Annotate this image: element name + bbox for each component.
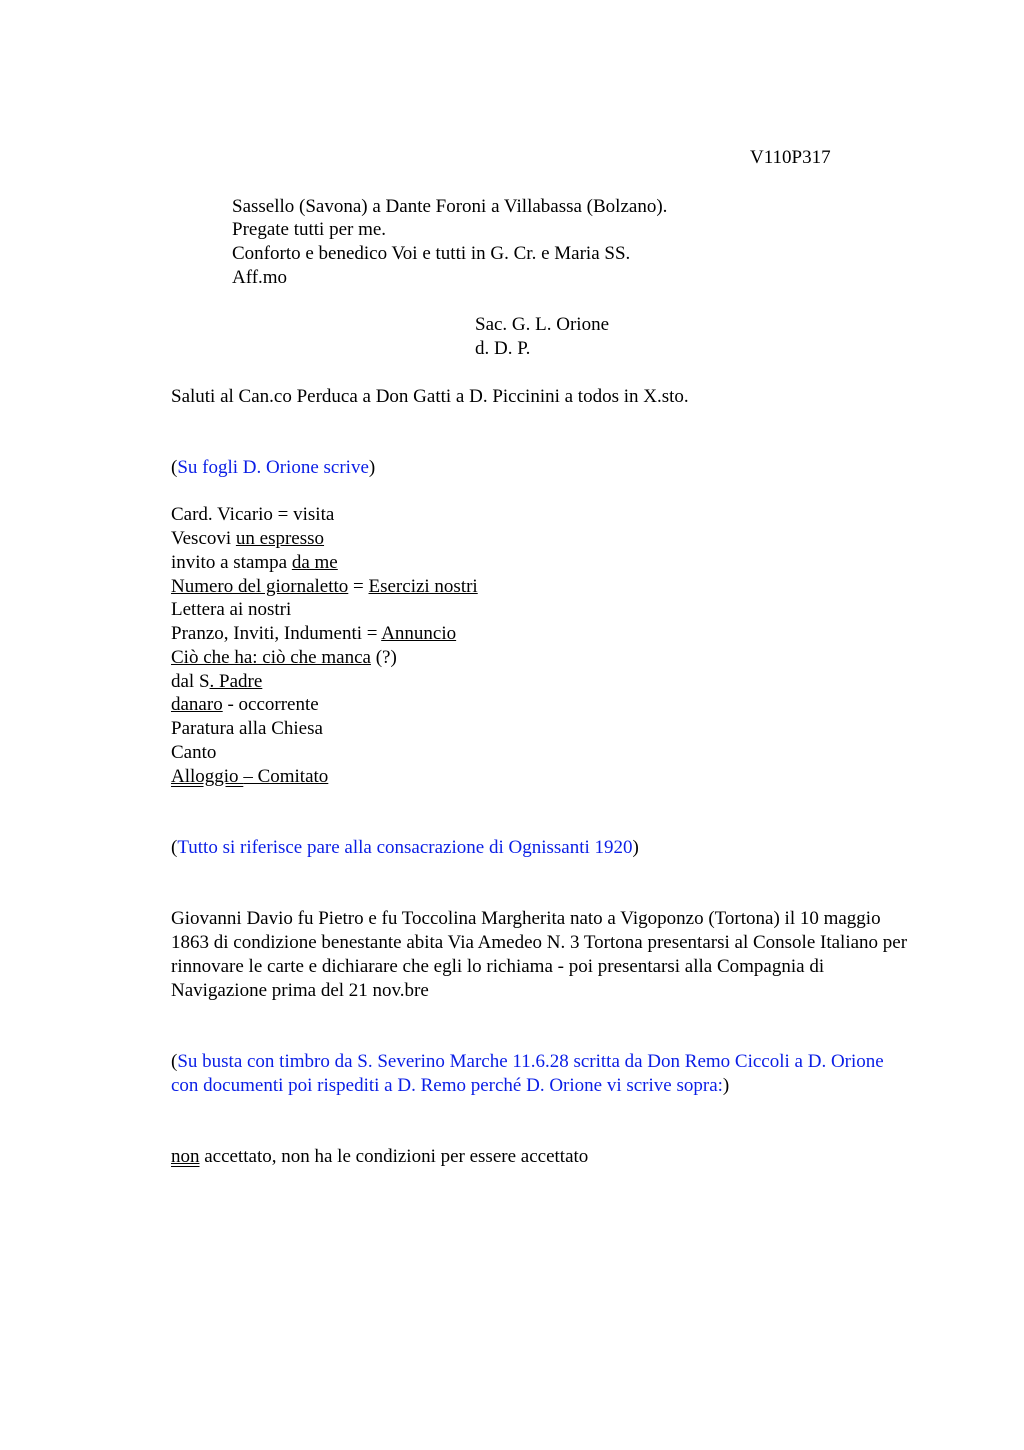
note-text: Su busta con timbro da S. Severino Marche 11.6.28 scritta da Don Remo Ciccoli a D. Orione con documenti poi rispediti a D. Remo perché D. Orione vi scrive sopra:: [171, 1051, 884, 1096]
letter-line: Aff.mo: [232, 267, 288, 288]
list-item-underlined: Numero del giornaletto: [171, 576, 349, 597]
list-item-text: (?): [370, 647, 397, 668]
list-item-underlined: . Padre: [209, 671, 263, 692]
note-paren: (: [171, 837, 178, 858]
paragraph: Giovanni Davio fu Pietro e fu Toccolina Margherita nato a Vigoponzo (Tortona) il 10 maggio 1863 di condizione benestante abita Via Amedeo N. 3 Tortona presentarsi al Console Italiano per rinnovare le carte e dichiarare che egli lo richiama - poi presentarsi alla Compagnia di Navigazione prima del 21 nov.bre: [171, 908, 908, 1001]
list-item: Card. Vicario = visita: [171, 504, 335, 525]
editorial-note: [171, 456, 375, 480]
list-item: [171, 693, 319, 717]
list-item-text: =: [348, 576, 369, 597]
list-item-underlined: Ciò che ha: ciò che manca: [171, 647, 371, 668]
list-item: [171, 765, 328, 789]
list-item-double-underlined: Alloggio: [171, 766, 244, 787]
list-item-underlined: Esercizi nostri: [368, 576, 478, 597]
list-item: [171, 646, 397, 670]
final-note: [171, 1145, 588, 1169]
note-paren: ): [632, 837, 639, 858]
signature-line: Sac. G. L. Orione: [475, 314, 610, 335]
signature-line: d. D. P.: [475, 338, 531, 359]
list-item: [171, 575, 478, 599]
note-paren: (: [171, 1051, 178, 1072]
list-item-underlined: Annuncio: [381, 623, 457, 644]
list-item: [171, 670, 262, 694]
letter-line: Pregate tutti per me.: [232, 219, 387, 240]
letter-line: Conforto e benedico Voi e tutti in G. Cr. e Maria SS.: [232, 243, 631, 264]
list-item: Paratura alla Chiesa: [171, 718, 323, 739]
final-note-emphasis: non: [171, 1146, 200, 1167]
editorial-note: [171, 836, 639, 860]
list-item: [171, 622, 456, 646]
list-item: [171, 527, 324, 551]
list-item-underlined: un espresso: [235, 528, 325, 549]
note-paren: (: [171, 457, 178, 478]
list-item: Canto: [171, 742, 217, 763]
page-id: V110P317: [750, 147, 831, 168]
list-item-underlined: da me: [291, 552, 338, 573]
note-paren: ): [722, 1075, 730, 1096]
note-paren: ): [368, 457, 376, 478]
list-item: Lettera ai nostri: [171, 599, 292, 620]
list-item-underlined: – Comitato: [243, 766, 329, 787]
list-item-text: Pranzo, Inviti, Indumenti =: [171, 623, 382, 644]
list-item-text: dal S: [171, 671, 210, 692]
final-note-text: accettato, non ha le condizioni per essere accettato: [199, 1146, 589, 1167]
list-item-text: - occorrente: [222, 694, 319, 715]
note-text: Tutto si riferisce pare alla consacrazione di Ognissanti 1920: [177, 837, 633, 858]
list-item-underlined: danaro: [171, 694, 223, 715]
list-item-text: Vescovi: [171, 528, 236, 549]
letter-line: Sassello (Savona) a Dante Foroni a Villabassa (Bolzano).: [232, 196, 668, 217]
postscript: Saluti al Can.co Perduca a Don Gatti a D. Piccinini a todos in X.sto.: [171, 386, 689, 407]
list-item-text: invito a stampa: [171, 552, 292, 573]
editorial-note: [171, 1050, 911, 1098]
note-text: Su fogli D. Orione scrive: [177, 457, 369, 478]
list-item: [171, 551, 338, 575]
